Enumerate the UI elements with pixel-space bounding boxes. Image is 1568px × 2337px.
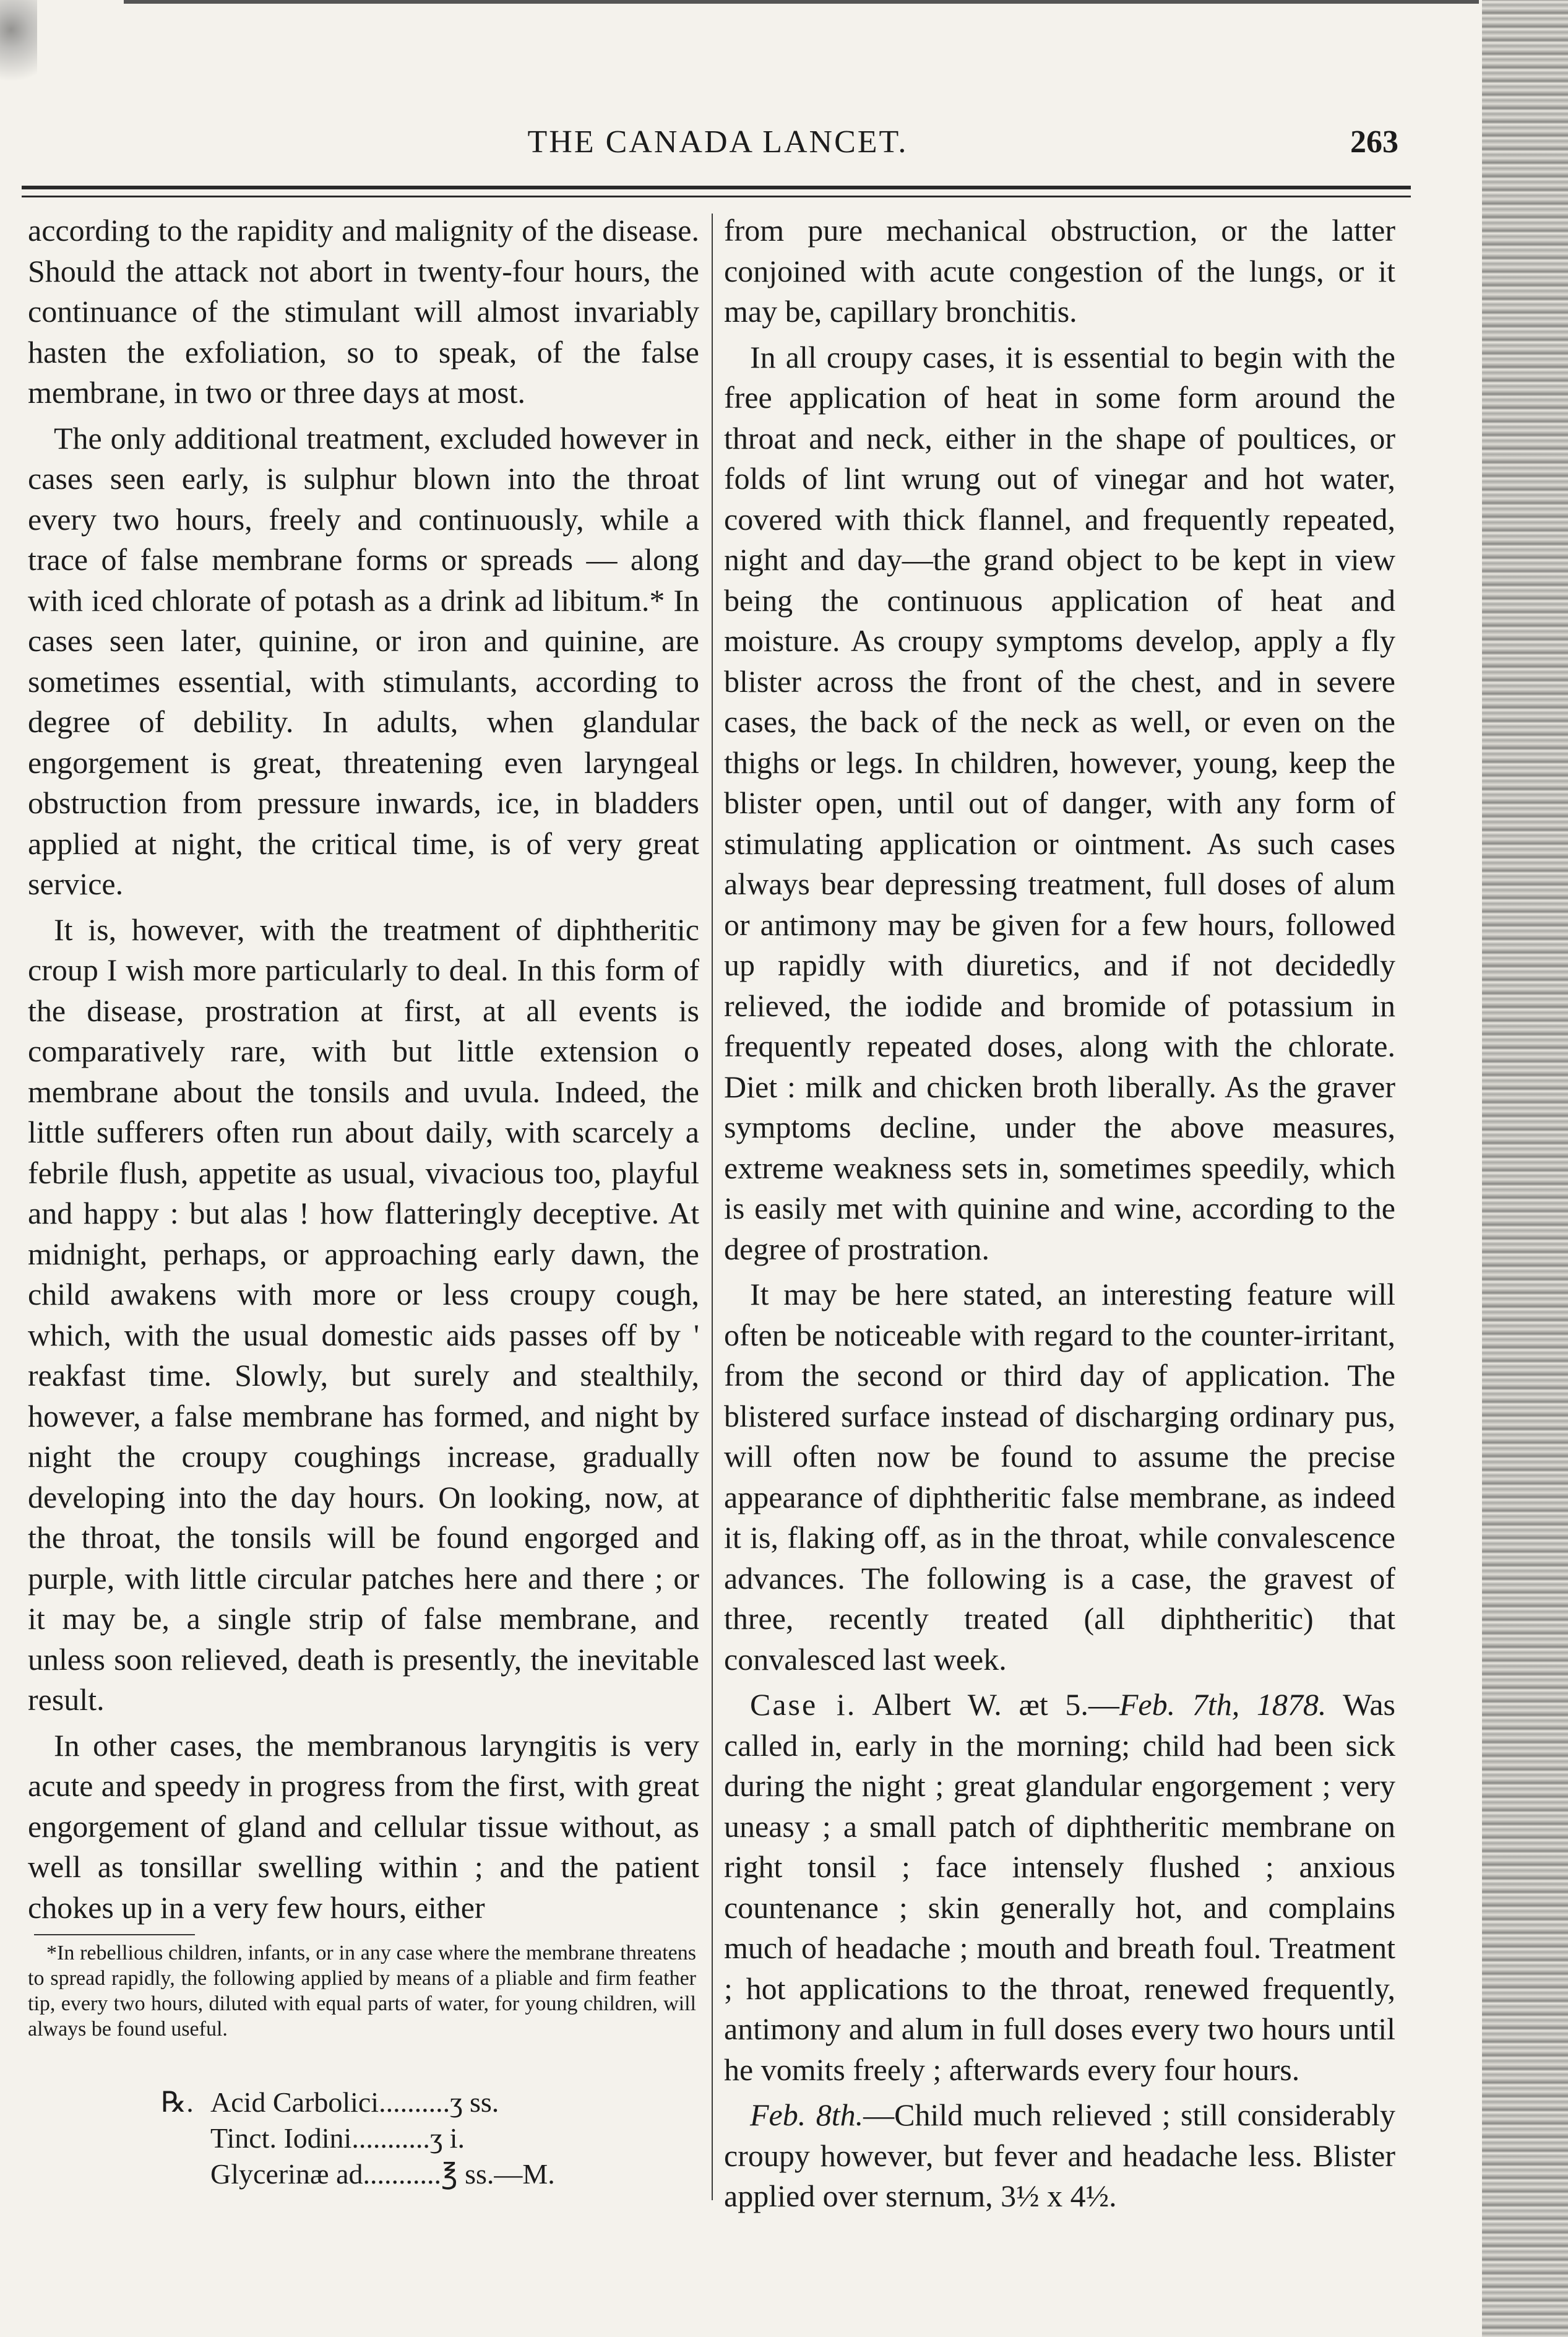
followup-text: —Child much relieved ; still considerably croupy however, but fever and headache less. Blister applied over sternum, 3½ x 4½. bbox=[724, 2097, 1395, 2213]
case-subject: Albert W. æt 5.— bbox=[872, 1687, 1119, 1722]
paragraph: In all croupy cases, it is essential to begin with the free application of heat in some form around the throat and neck, either in the shape of poultices, or folds of lint wrung out of vinegar and hot water, covered with thick flannel, and frequently repeated, night and day—the grand object to be kept in view being the continuous application of heat and moisture. As croupy symptoms develop, apply a fly blister across the front of the chest, and in severe cases, the back of the neck as well, or even on the thighs or legs. In children, however, young, keep the blister open, until out of danger, with any form of stimulating application or ointment. As such cases always bear depressing treatment, full doses of alum or antimony may be given for a few hours, followed up rapidly with diuretics, and if not decidedly relieved, the iodide and bromide of potassium in frequently repeated doses, along with the chlorate. Diet : milk and chicken broth liberally. As the graver symptoms decline, under the above measures, extreme weakness sets in, sometimes speedily, which is easily met with quinine and wine, according to the degree of prostration. bbox=[724, 339, 1395, 1266]
paragraph: It may be here stated, an interesting feature will often be noticeable with regard to the counter-irritant, from the second or third day of application. The blistered surface instead of discharging ordinary pus, will often now be found to assume the precise appearance of diphtheritic false membrane, as indeed it is, flaking off, as in the throat, while convalescence advances. The following is a case, the gravest of three, recently treated (all diphtheritic) that convalesced last week. bbox=[724, 1277, 1395, 1677]
column-divider bbox=[712, 214, 713, 2200]
page-number: 263 bbox=[1350, 124, 1398, 160]
rx-line: Acid Carbolici..........ʒ ss. bbox=[210, 2086, 499, 2118]
footnote-rule bbox=[34, 1934, 195, 1935]
case-followup bbox=[724, 2095, 1395, 2217]
running-title: THE CANADA LANCET. bbox=[527, 124, 908, 160]
rx-line: Glycerinæ ad...........℥ ss.—M. bbox=[210, 2158, 555, 2190]
left-column bbox=[28, 210, 699, 1933]
paragraph: The only additional treatment, excluded however in cases seen early, is sulphur blown into the throat every two hours, freely and continuously, while a trace of false membrane forms or spreads — along with iced chlorate of potash as a drink ad libitum.* In cases seen later, quinine, or iron and quinine, are sometimes essential, with stimulants, according to degree of debility. In adults, when glandular engorgement is great, threatening even laryngeal obstruction from pressure inwards, ice, in bladders applied at night, the critical time, is of very great service. bbox=[28, 420, 699, 901]
paragraph: from pure mechanical obstruction, or the latter conjoined with acute congestion of the lungs, or it may be, capillary bronchitis. bbox=[724, 213, 1395, 329]
scan-corner-mark bbox=[0, 0, 37, 99]
paragraph: In other cases, the membranous laryngitis is very acute and speedy in progress from the first, with great engorgement of gland and cellular tissue without, as well as tonsillar swelling within ; and the patient chokes up in a very few hours, either bbox=[28, 1727, 699, 1925]
page-header bbox=[37, 124, 1398, 173]
paragraph: according to the rapidity and malignity of the disease. Should the attack not abort in twenty-four hours, the continuance of the stimulant will almost invariably hasten the exfoliation, so to speak, of the false membrane, in two or three days at most. bbox=[28, 213, 699, 410]
case-date: Feb. 7th, 1878. bbox=[1119, 1687, 1327, 1722]
followup-date: Feb. 8th. bbox=[750, 2097, 864, 2132]
scan-edge-strip bbox=[1482, 0, 1568, 2337]
paragraph: It is, however, with the treatment of diphtheritic croup I wish more particularly to deal. In this form of the disease, prostration at first, at all events is comparatively rare, with but little extension o membrane about the tonsils and uvula. Indeed, the little sufferers often run about daily, with scarcely a febrile flush, appetite as usual, vivacious too, playful and happy : but alas ! how flatteringly deceptive. At midnight, perhaps, or approaching early dawn, the child awakens with more or less croupy cough, which, with the usual domestic aids passes off by ' reakfast time. Slowly, but surely and stealthily, however, a false membrane has formed, and night by night the croupy coughings increase, gradually developing into the day hours. On looking, now, at the throat, the tonsils will be found engorged and purple, with little circular patches here and there ; or it may be, a single strip of false membrane, and unless soon relieved, death is presently, the inevitable result. bbox=[28, 912, 699, 1717]
prescription bbox=[161, 2084, 668, 2192]
footnote: *In rebellious children, infants, or in any case where the membrane threatens to spread rapidly, the following applied by means of a pliable and firm feather tip, every two hours, diluted with equal parts of water, for young children, will always be found useful. bbox=[28, 1942, 696, 2041]
header-rule-thick bbox=[22, 186, 1411, 189]
rx-symbol: ℞. bbox=[161, 2086, 194, 2118]
case-report bbox=[724, 1685, 1395, 2090]
case-text: Was called in, early in the morning; child had been sick during the night ; great glandular engorgement ; very uneasy ; a small patch of diphtheritic membrane on right tonsil ; face intensely flushed ; anxious countenance ; skin generally hot, and complains much of headache ; mouth and breath foul. Treatment ; hot applications to the throat, renewed frequently, antimony and alum in full doses every two hours until he vomits freely ; afterwards every four hours. bbox=[724, 1687, 1395, 2087]
right-column bbox=[724, 210, 1395, 2222]
header-rule-thin bbox=[22, 196, 1411, 197]
rx-line: Tinct. Iodini...........ʒ i. bbox=[210, 2122, 465, 2154]
case-heading: Case i. bbox=[750, 1687, 857, 1722]
scan-top-edge bbox=[124, 0, 1479, 4]
